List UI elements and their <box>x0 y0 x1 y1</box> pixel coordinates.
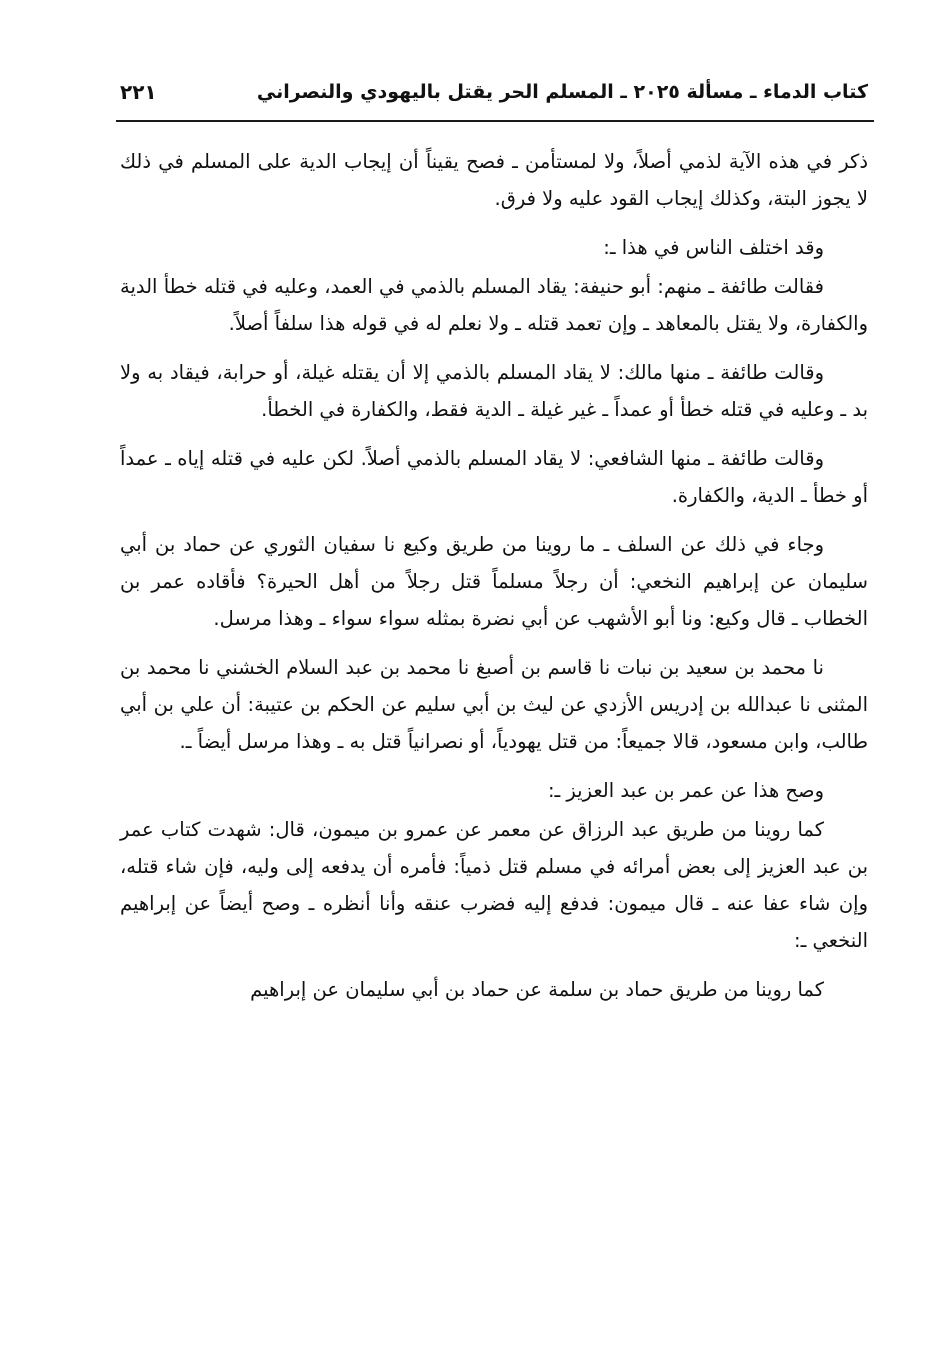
paragraph-8: وصح هذا عن عمر بن عبد العزيز ـ: <box>547 779 824 802</box>
paragraph-4: وقالت طائفة ـ منها مالك: لا يقاد المسلم بالذمي إلا أن يقتله غيلة، أو حرابة، فيقاد به ولا بد ـ وعليه في قتله خطأ أو عمداً ـ غير غيلة ـ الدية فقط، والكفارة في الخطأ. <box>120 361 868 421</box>
header-divider <box>116 120 874 122</box>
paragraph-1: ذكر في هذه الآية لذمي أصلاً، ولا لمستأمن ـ فصح يقيناً أن إيجاب الدية على المسلم في ذلك لا يجوز البتة، وكذلك إيجاب القود عليه ولا فرق. <box>120 150 868 210</box>
page-number: ٢٢١ <box>120 80 157 104</box>
paragraph-5: وقالت طائفة ـ منها الشافعي: لا يقاد المسلم بالذمي أصلاً. لكن عليه في قتله إياه ـ عمداً أو خطأ ـ الدية، والكفارة. <box>120 447 868 507</box>
paragraph-7: نا محمد بن سعيد بن نبات نا قاسم بن أصبغ نا محمد بن عبد السلام الخشني نا محمد بن المثنى نا عبدالله بن إدريس الأزدي عن ليث بن أبي سليم عن الحكم بن عتيبة: أن علي بن أبي طالب، وابن مسعود، قالا جميعاً: من قتل يهودياً، أو نصرانياً قتل به ـ وهذا مرسل أيضاً ـ. <box>120 656 868 753</box>
paragraph-6: وجاء في ذلك عن السلف ـ ما روينا من طريق وكيع نا سفيان الثوري عن حماد بن أبي سليمان عن إبراهيم النخعي: أن رجلاً مسلماً قتل رجلاً من أهل الحيرة؟ فأقاده عمر بن الخطاب ـ قال وكيع: ونا أبو الأشهب عن أبي نضرة بمثله سواء سواء ـ وهذا مرسل. <box>120 533 868 630</box>
paragraph-3: فقالت طائفة ـ منهم: أبو حنيفة: يقاد المسلم بالذمي في العمد، وعليه في قتله خطأ الدية والكفارة، ولا يقتل بالمعاهد ـ وإن تعمد قتله ـ ولا نعلم له في قوله هذا سلفاً أصلاً. <box>120 275 868 335</box>
paragraph-10: كما روينا من طريق حماد بن سلمة عن حماد بن أبي سليمان عن إبراهيم <box>250 978 824 1001</box>
page-header <box>120 72 868 112</box>
paragraph-9: كما روينا من طريق عبد الرزاق عن معمر عن عمرو بن ميمون، قال: شهدت كتاب عمر بن عبد العزيز إلى بعض أمرائه في مسلم قتل ذمياً: فأمره أن يدفعه إلى وليه، فإن شاء قتله، وإن شاء عفا عنه ـ قال ميمون: فدفع إليه فضرب عنقه وأنا أنظره ـ وصح أيضاً عن إبراهيم النخعي ـ: <box>120 818 868 952</box>
page-body <box>120 143 868 1020</box>
running-title: كتاب الدماء ـ مسألة ٢٠٢٥ ـ المسلم الحر يقتل باليهودي والنصراني <box>256 81 868 103</box>
paragraph-2: وقد اختلف الناس في هذا ـ: <box>603 236 824 259</box>
